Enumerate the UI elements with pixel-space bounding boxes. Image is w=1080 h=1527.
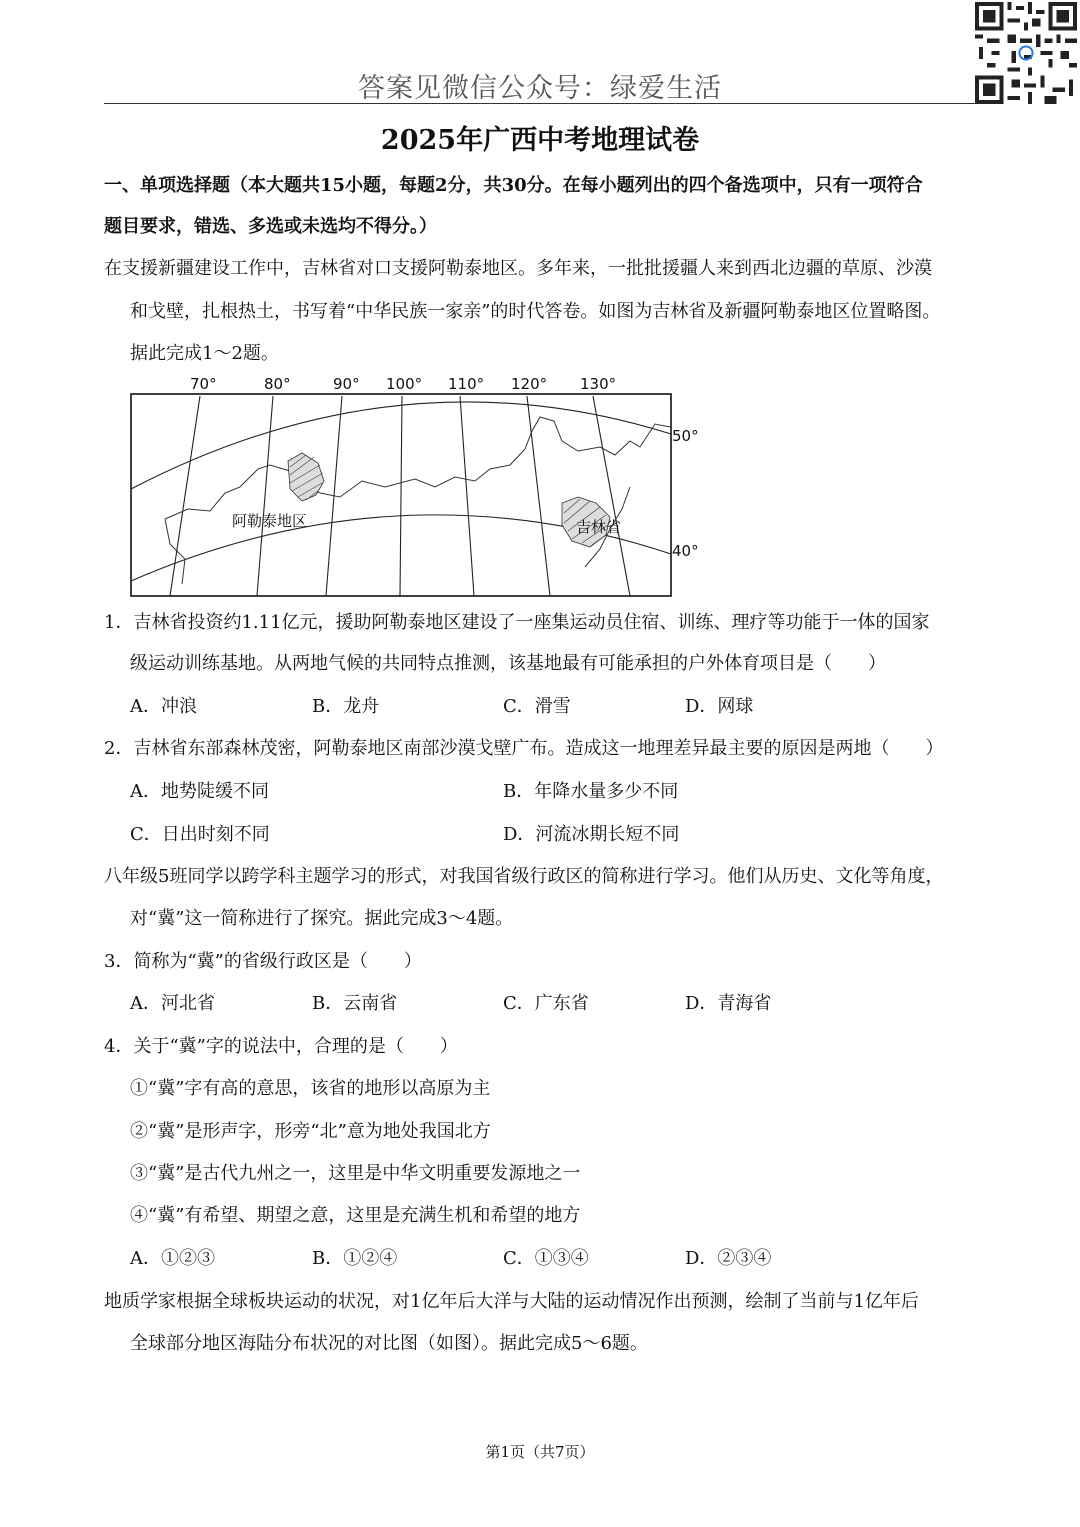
- q4-statement-3: ③“冀”是古代九州之一，这里是中华文明重要发源地之一: [130, 1163, 581, 1184]
- q4-option-b[interactable]: B．①②④: [312, 1248, 398, 1269]
- section-heading-line1: 一、单项选择题（本大题共15小题，每题2分，共30分。在每小题列出的四个备选项中，只有一项符合: [104, 175, 923, 196]
- intro2-line2: 对“冀”这一简称进行了探究。据此完成3～4题。: [130, 908, 514, 929]
- intro1-line3: 据此完成1～2题。: [130, 343, 279, 364]
- q2-option-d[interactable]: D．河流冰期长短不同: [503, 824, 680, 845]
- q2-line1: 2．吉林省东部森林茂密，阿勒泰地区南部沙漠戈壁广布。造成这一地理差异最主要的原因是两地（ ）: [104, 738, 944, 759]
- intro1-line2: 和戈壁，扎根热土，书写着“中华民族一家亲”的时代答卷。如图为吉林省及新疆阿勒泰地区位置略图。: [130, 301, 941, 322]
- q1-option-a[interactable]: A．冲浪: [130, 696, 197, 717]
- q3-option-a[interactable]: A．河北省: [130, 993, 215, 1014]
- lon-label-130: 130°: [580, 375, 617, 393]
- q4-line1: 4．关于“冀”字的说法中，合理的是（ ）: [104, 1036, 458, 1057]
- lon-label-90: 90°: [333, 375, 360, 393]
- page-title: 2025年广西中考地理试卷: [380, 125, 700, 156]
- intro3-line1: 地质学家根据全球板块运动的状况，对1亿年后大洋与大陆的运动情况作出预测，绘制了当前与1亿年后: [104, 1291, 919, 1312]
- q1-option-b[interactable]: B．龙舟: [312, 696, 380, 717]
- q3-option-b[interactable]: B．云南省: [312, 993, 398, 1014]
- q1-option-d[interactable]: D．网球: [685, 696, 754, 717]
- qr-code-icon: [975, 2, 1077, 104]
- lat-label-50: 50°: [672, 427, 699, 445]
- altay-region: [288, 453, 324, 501]
- q4-option-d[interactable]: D．②③④: [685, 1248, 772, 1269]
- q1-line1: 1．吉林省投资约1.11亿元，援助阿勒泰地区建设了一座集运动员住宿、训练、理疗等功能于一体的国家: [104, 612, 930, 633]
- lon-label-110: 110°: [448, 375, 485, 393]
- header-divider: [104, 103, 976, 104]
- jilin-label: 吉林省: [576, 518, 622, 536]
- lon-label-70: 70°: [190, 375, 217, 393]
- header-notice: 答案见微信公众号：绿爱生活: [358, 73, 722, 104]
- q3-line1: 3．简称为“冀”的省级行政区是（ ）: [104, 951, 422, 972]
- q2-option-c[interactable]: C．日出时刻不同: [130, 824, 270, 845]
- intro3-line2: 全球部分地区海陆分布状况的对比图（如图）。据此完成5～6题。: [130, 1333, 648, 1354]
- q3-option-c[interactable]: C．广东省: [503, 993, 589, 1014]
- lon-label-80: 80°: [264, 375, 291, 393]
- lon-label-120: 120°: [511, 375, 548, 393]
- q4-statement-4: ④“冀”有希望、期望之意，这里是充满生机和希望的地方: [130, 1205, 581, 1226]
- lon-label-100: 100°: [386, 375, 423, 393]
- q3-option-d[interactable]: D．青海省: [685, 993, 772, 1014]
- intro2-line1: 八年级5班同学以跨学科主题学习的形式，对我国省级行政区的简称进行学习。他们从历史、文化等角度，: [104, 866, 944, 887]
- graticule: [131, 396, 671, 596]
- intro1-line1: 在支援新疆建设工作中，吉林省对口支援阿勒泰地区。多年来，一批批援疆人来到西北边疆的草原、沙漠: [104, 258, 932, 279]
- q1-option-c[interactable]: C．滑雪: [503, 696, 571, 717]
- page-number: 第1页（共7页）: [485, 1443, 595, 1461]
- lat-label-40: 40°: [672, 542, 699, 560]
- q2-option-a[interactable]: A．地势陡缓不同: [130, 781, 269, 802]
- section-heading-line2: 题目要求，错选、多选或未选均不得分。）: [104, 216, 437, 237]
- q4-statement-1: ①“冀”字有高的意思，该省的地形以高原为主: [130, 1078, 491, 1099]
- q1-line2: 级运动训练基地。从两地气候的共同特点推测，该基地最有可能承担的户外体育项目是（ ）: [130, 653, 886, 674]
- q2-option-b[interactable]: B．年降水量多少不同: [503, 781, 679, 802]
- q4-statement-2: ②“冀”是形声字，形旁“北”意为地处我国北方: [130, 1121, 491, 1142]
- altay-label: 阿勒泰地区: [232, 512, 308, 530]
- china-border: [165, 417, 670, 584]
- q4-option-a[interactable]: A．①②③: [130, 1248, 215, 1269]
- q4-option-c[interactable]: C．①③④: [503, 1248, 589, 1269]
- location-map: [130, 369, 710, 599]
